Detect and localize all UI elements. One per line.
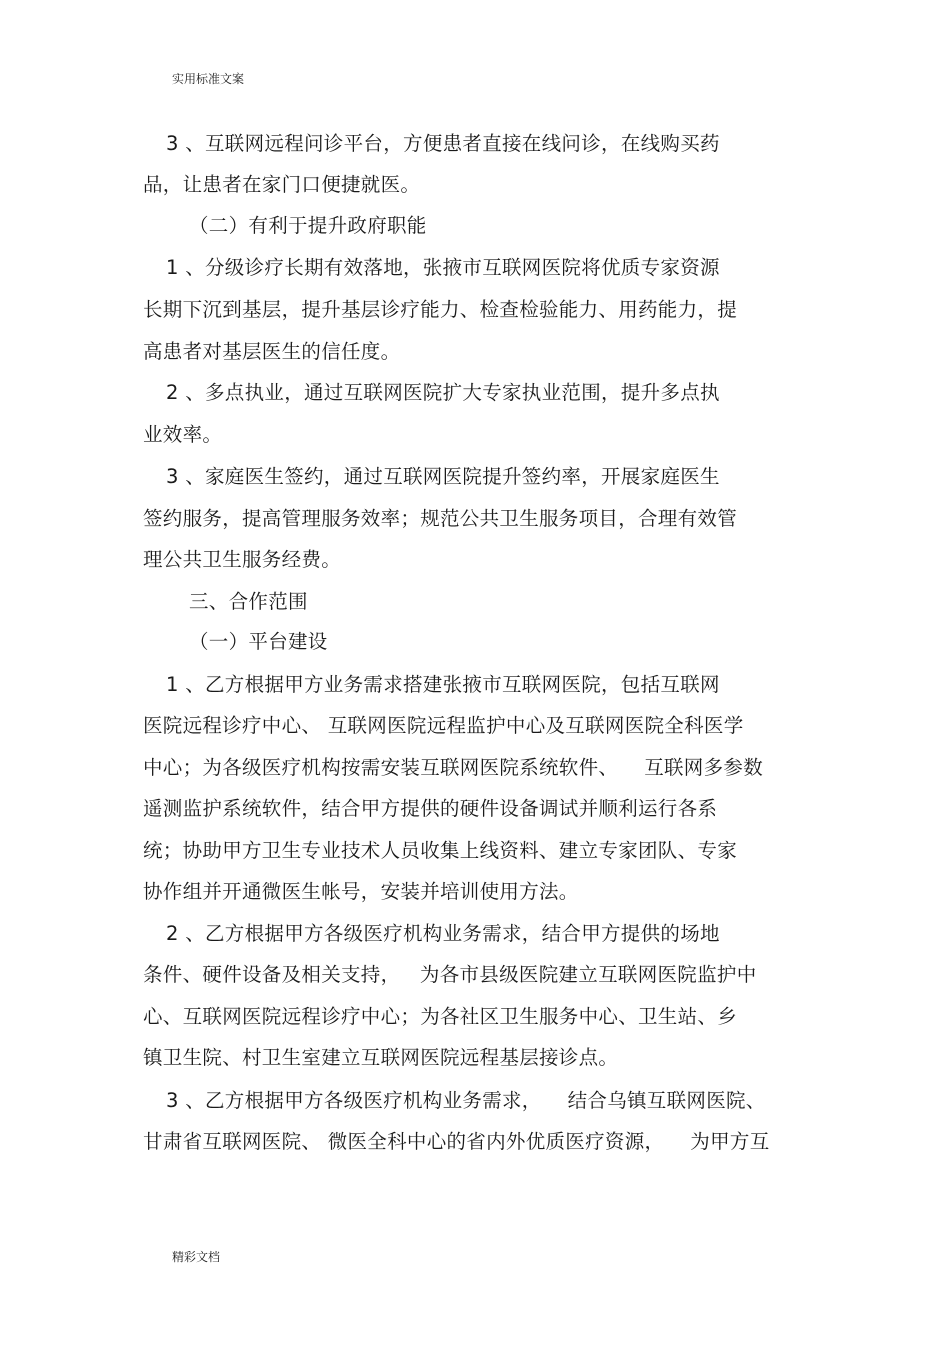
body-line: 2 、乙方根据甲方各级医疗机构业务需求，结合甲方提供的场地 — [166, 922, 720, 945]
body-line: 1 、乙方根据甲方业务需求搭建张掖市互联网医院，包括互联网 — [166, 673, 720, 696]
body-line: 协作组并开通微医生帐号，安装并培训使用方法。 — [143, 880, 579, 903]
body-line: 中心；为各级医疗机构按需安装互联网医院系统软件、 互联网多参数 — [143, 756, 763, 779]
body-line: 高患者对基层医生的信任度。 — [143, 340, 401, 363]
body-line: 甘肃省互联网医院、 微医全科中心的省内外优质医疗资源， 为甲方互 — [143, 1130, 770, 1153]
section-heading: （二）有利于提升政府职能 — [189, 214, 427, 237]
body-line: 2 、多点执业，通过互联网医院扩大专家执业范围，提升多点执 — [166, 381, 720, 404]
body-line: 3 、乙方根据甲方各级医疗机构业务需求， 结合乌镇互联网医院、 — [166, 1089, 766, 1112]
body-line: 条件、硬件设备及相关支持， 为各市县级医院建立互联网医院监护中 — [143, 963, 757, 986]
body-line: 业效率。 — [143, 423, 223, 446]
section-heading: 三、合作范围 — [189, 590, 308, 613]
body-line: 签约服务，提高管理服务效率；规范公共卫生服务项目，合理有效管 — [143, 507, 738, 530]
page-header: 实用标准文案 — [172, 72, 245, 86]
body-line: 统；协助甲方卫生专业技术人员收集上线资料、建立专家团队、专家 — [143, 839, 738, 862]
body-line: 3 、互联网远程问诊平台，方便患者直接在线问诊，在线购买药 — [166, 132, 720, 155]
body-line: 医院远程诊疗中心、 互联网医院远程监护中心及互联网医院全科医学 — [143, 714, 744, 737]
body-line: 品，让患者在家门口便捷就医。 — [143, 173, 421, 196]
section-heading: （一）平台建设 — [189, 630, 328, 653]
body-line: 遥测监护系统软件，结合甲方提供的硬件设备调试并顺利运行各系 — [143, 797, 718, 820]
page-footer: 精彩文档 — [172, 1250, 221, 1264]
body-line: 理公共卫生服务经费。 — [143, 548, 342, 571]
body-line: 3 、家庭医生签约，通过互联网医院提升签约率，开展家庭医生 — [166, 465, 720, 488]
body-line: 长期下沉到基层，提升基层诊疗能力、检查检验能力、用药能力，提 — [143, 298, 738, 321]
body-line: 镇卫生院、村卫生室建立互联网医院远程基层接诊点。 — [143, 1046, 619, 1069]
body-line: 心、互联网医院远程诊疗中心；为各社区卫生服务中心、卫生站、乡 — [143, 1005, 738, 1028]
body-line: 1 、分级诊疗长期有效落地，张掖市互联网医院将优质专家资源 — [166, 256, 720, 279]
